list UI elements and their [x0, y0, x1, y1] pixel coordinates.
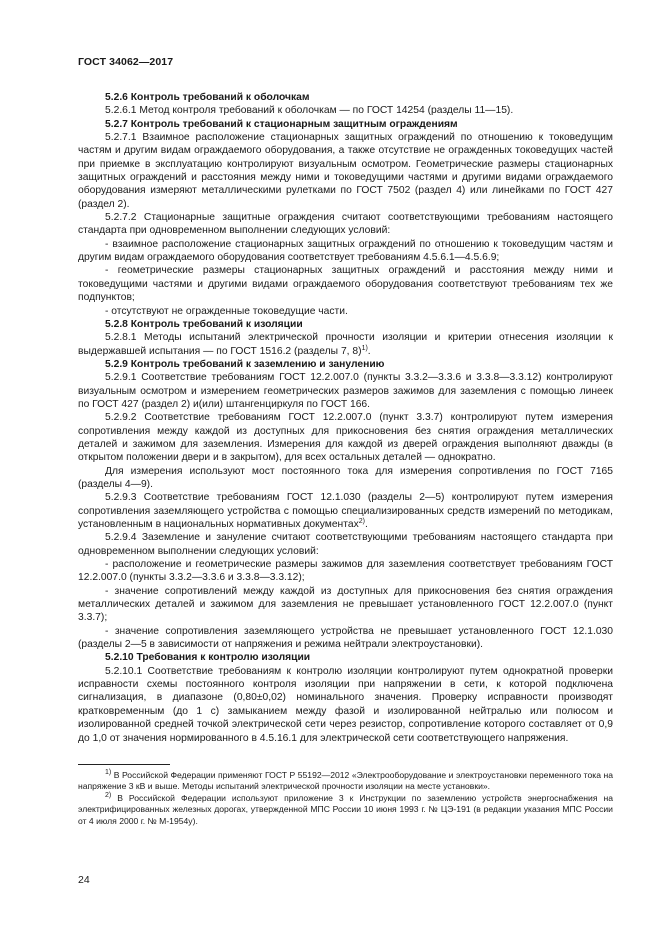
- paragraph-text: .: [367, 345, 371, 357]
- footnotes: [78, 770, 613, 827]
- footnote: [78, 770, 613, 793]
- body-text: [78, 91, 613, 745]
- footnote-text: В Российской Федерации применяют ГОСТ Р 55192—2012 «Электрооборудование и электроустановки переменного тока на напряжение 3 кВ и выше. Методы испытаний электрической прочности изоляции на месте установки».: [78, 770, 613, 792]
- paragraph: 5.2.9.1 Соответствие требованиям ГОСТ 12.2.007.0 (пункты 3.3.2—3.3.6 и 3.3.8—3.3.12) контролируют визуальным осмотром и измерением геометрических размеров зажимов для заземления с помощью линеек по ГОСТ 427 (раздел 2) и(или) штангенциркуля по ГОСТ 166.: [78, 372, 613, 410]
- paragraph: 5.2.9.2 Соответствие требованиям ГОСТ 12.2.007.0 (пункт 3.3.7) контролируют путем измерения сопротивления между каждой из доступных для прикосновения без снятия ограждения металлических деталей и зажимом для заземления. Измерения для каждой из дверей ограждения выполняют дважды (в открытом положении двери и в закрытом), для всех остальных деталей — однократно.: [78, 412, 613, 464]
- section-heading: 5.2.9 Контроль требований к заземлению и занулению: [105, 358, 385, 370]
- list-item: - геометрические размеры стационарных защитных ограждений и расстояния между ними и токоведущими частями и другими видами ограждаемого оборудования соответствуют требованиям тех же подпунктов;: [78, 265, 613, 304]
- section-heading: 5.2.7 Контроль требований к стационарным защитным ограждениям: [105, 118, 458, 130]
- footnote-ref: 2): [358, 518, 365, 525]
- paragraph-text: 5.2.8.1 Методы испытаний электрической прочности изоляции и критерии отнесения изоляции к выдержавшей испытания — по ГОСТ 1516.2 (разделы 7, 8): [78, 332, 613, 357]
- footnote-divider: [78, 764, 170, 765]
- list-item: - значение сопротивления заземляющего устройства не превышает установленного ГОСТ 12.1.030 (разделы 2—5 в зависимости от напряжения и режима нейтрали электроустановки).: [78, 625, 613, 651]
- paragraph: [78, 331, 613, 358]
- paragraph: [78, 491, 613, 531]
- section-heading: 5.2.6 Контроль требований к оболочкам: [105, 92, 310, 103]
- paragraph: 5.2.10.1 Соответствие требованиям к контролю изоляции контролируют путем однократной проверки исправности схемы постоянного контроля изоляции при напряжении в сети, к которой подключена сигнализация, в диапазоне (0,80±0,02) номинального значения. Проверку исправности производят кратковременным (до 1 с) замыканием между фазой и изолированной нейтралью или полюсом и изолированной средней точкой электрической сети через резистор, сопротивление которого составляет от 0,9 до 1,0 от значения нормированного в 4.5.16.1 для электрической сети соответствующего напряжения.: [78, 665, 613, 744]
- footnote-ref: 1): [361, 344, 368, 352]
- section-heading: 5.2.10 Требования к контролю изоляции: [105, 652, 311, 664]
- footnote-mark: 1): [105, 769, 112, 776]
- paragraph: 5.2.9.4 Заземление и зануление считают соответствующими требованиям настоящего стандарта при одновременном выполнении следующих условий:: [78, 532, 613, 557]
- footnote-text: В Российской Федерации используют приложение 3 к Инструкции по заземлению устройств энергоснабжения на электрифицированных железных дорогах, утвержденной МПС России 10 июня 1993 г. № ЦЭ-191 (в редакции указания МПС России от 4 июля 2000 г. № М-1954у).: [78, 792, 613, 826]
- list-item: - отсутствуют не огражденные токоведущие части.: [105, 305, 348, 317]
- paragraph-text: .: [364, 519, 368, 530]
- page-header: ГОСТ 34062—2017: [78, 56, 174, 68]
- paragraph: 5.2.6.1 Метод контроля требований к оболочкам — по ГОСТ 14254 (разделы 11—15).: [105, 105, 514, 117]
- list-item: - значение сопротивлений между каждой из доступных для прикосновения без снятия ограждения металлических деталей и зажимом для заземления не превышает установленного ГОСТ 12.2.007.0 (пункт 3.3.7);: [78, 585, 613, 624]
- list-item: - расположение и геометрические размеры зажимов для заземления соответствует требованиям ГОСТ 12.2.007.0 (пункты 3.3.2—3.3.6 и 3.3.8—3.3.12);: [78, 559, 613, 584]
- paragraph: Для измерения используют мост постоянного тока для измерения сопротивления по ГОСТ 7165 (разделы 4—9).: [78, 465, 613, 490]
- list-item: - взаимное расположение стационарных защитных ограждений по отношению к токоведущим частям и другим видам ограждаемого оборудования соответствует требованиям 4.5.6.1—4.5.6.9;: [78, 238, 613, 264]
- footnote-mark: 2): [105, 791, 112, 799]
- page-number: 24: [78, 874, 90, 886]
- paragraph: 5.2.7.2 Стационарные защитные ограждения считают соответствующими требованиям настоящего стандарта при одновременном выполнении следующих условий:: [78, 212, 613, 237]
- paragraph-text: 5.2.9.3 Соответствие требованиям ГОСТ 12.1.030 (разделы 2—5) контролируют путем измерения сопротивления заземляющего устройства с помощью специализированных средств измерений по методикам, установленным в национальных нормативных документах: [78, 492, 613, 530]
- section-heading: 5.2.8 Контроль требований к изоляции: [105, 318, 303, 330]
- footnote: [78, 793, 613, 827]
- paragraph: 5.2.7.1 Взаимное расположение стационарных защитных ограждений по отношению к токоведущим частям и другим видам ограждаемого оборудования, а также отсутствие не огражденных токоведущих частей при приемке в эксплуатацию контролируют визуальным осмотром. Геометрические размеры стационарных защитных ограждений и расстояния между ними и токоведущими частями и другими видами ограждаемого оборудования измеряют металлическими рулетками по ГОСТ 7502 (раздел 4) или линейками по ГОСТ 427 (раздел 2).: [78, 132, 613, 210]
